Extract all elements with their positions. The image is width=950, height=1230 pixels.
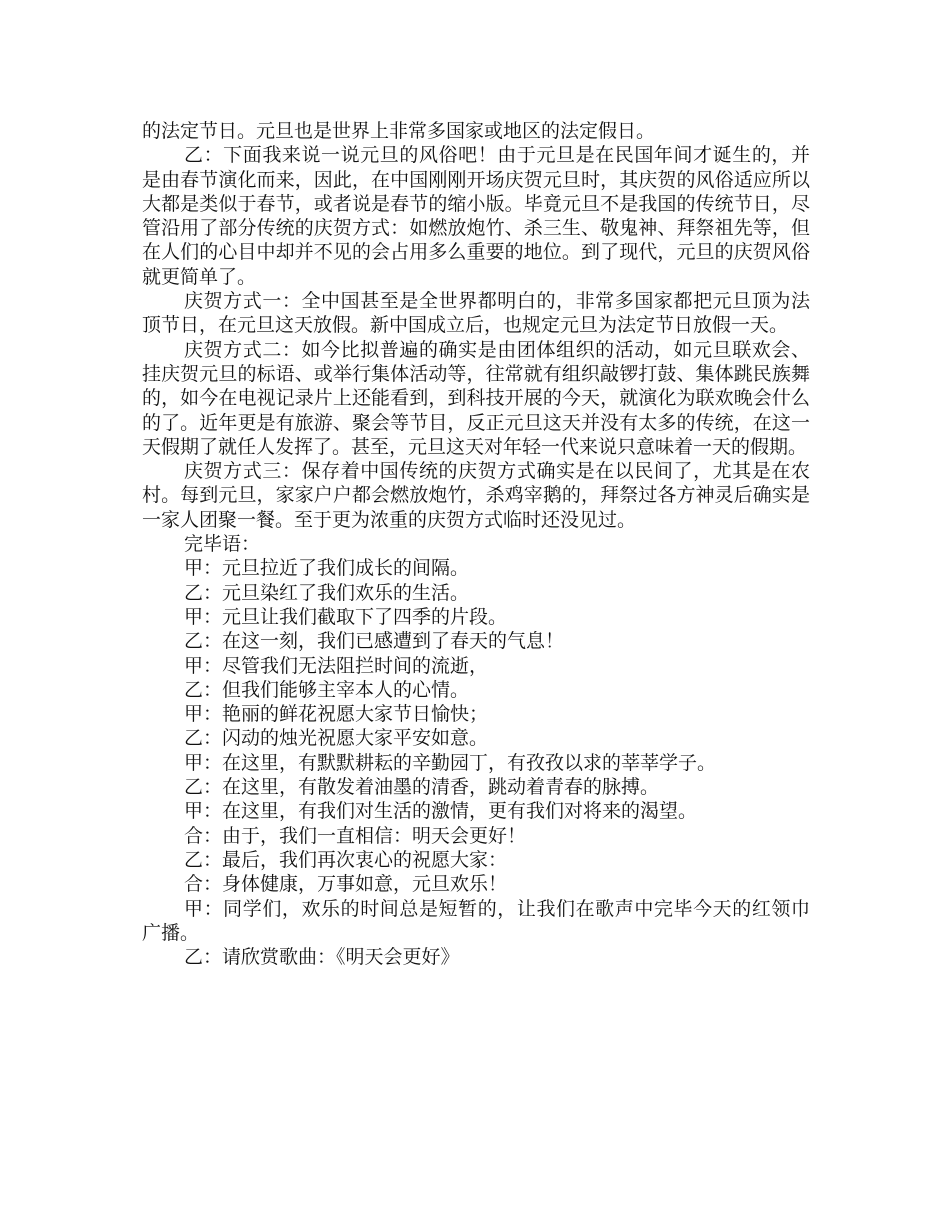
dialogue-line: 乙：元旦染红了我们欢乐的生活。 [184,581,470,604]
dialogue-line: 甲：艳丽的鲜花祝愿大家节日愉快； [184,703,489,726]
dialogue-line: 乙：在这一刻，我们已感遭到了春天的气息！ [184,630,565,653]
dialogue-line: 乙：但我们能够主宰本人的心情。 [184,678,470,701]
dialogue-line: 甲：在这里，有我们对生活的激情，更有我们对将来的渴望。 [184,800,698,823]
paragraph: 庆贺方式三：保存着中国传统的庆贺方式确实是在以民间了，尤其是在农村。每到元旦，家家户户都会燃放炮竹，杀鸡宰鹅的，拜祭过各方神灵后确实是一家人团聚一餐。至于更为浓重的庆贺方式临时还没见过。 [142,460,810,531]
dialogue-line: 乙：在这里，有散发着油墨的清香，跳动着青春的脉搏。 [184,776,660,799]
paragraph: 庆贺方式一：全中国甚至是全世界都明白的，非常多国家都把元旦顶为法顶节日，在元旦这天放假。新中国成立后，也规定元旦为法定节日放假一天。 [142,290,810,337]
dialogue-line: 乙：请欣赏歌曲：《明天会更好》 [184,946,460,969]
dialogue-line: 甲：元旦让我们截取下了四季的片段。 [184,605,508,628]
dialogue-line: 乙：最后，我们再次衷心的祝愿大家： [184,848,508,871]
dialogue-line: 甲：同学们，欢乐的时间总是短暂的，让我们在歌声中完毕今天的红领巾广播。 [142,897,810,944]
paragraph: 庆贺方式二：如今比拟普遍的确实是由团体组织的活动，如元旦联欢会、挂庆贺元旦的标语、或举行集体活动等，往常就有组织敲锣打鼓、集体跳民族舞的，如今在电视记录片上还能看到，到科技开展的今天，就演化为联欢晚会什么的了。近年更是有旅游、聚会等节目，反正元旦这天并没有太多的传统，在这一天假期了就任人发挥了。甚至，元旦这天对年轻一代来说只意味着一天的假期。 [142,338,810,458]
dialogue-line: 乙：闪动的烛光祝愿大家平安如意。 [184,727,489,750]
dialogue-line: 合：由于，我们一直相信：明天会更好！ [184,824,527,847]
dialogue-line: 甲：元旦拉近了我们成长的间隔。 [184,557,470,580]
dialogue-line: 合：身体健康，万事如意，元旦欢乐！ [184,873,508,896]
paragraph: 乙：下面我来说一说元旦的风俗吧！由于元旦是在民国年间才诞生的，并是由春节演化而来，因此，在中国刚刚开场庆贺元旦时，其庆贺的风俗适应所以大都是类似于春节，或者说是春节的缩小版。毕竟元旦不是我国的传统节日，尽管沿用了部分传统的庆贺方式：如燃放炮竹、杀三生、敬鬼神、拜祭祖先等，但在人们的心目中却并不见的会占用多么重要的地位。到了现代，元旦的庆贺风俗就更简单了。 [142,144,810,288]
dialogue-line: 甲：尽管我们无法阻拦时间的流逝， [184,654,489,677]
paragraph: 的法定节日。元旦也是世界上非常多国家或地区的法定假日。 [142,120,656,142]
section-heading: 完毕语： [184,533,261,556]
dialogue-line: 甲：在这里，有默默耕耘的辛勤园丁，有孜孜以求的莘莘学子。 [184,751,717,774]
document-body [142,119,810,969]
